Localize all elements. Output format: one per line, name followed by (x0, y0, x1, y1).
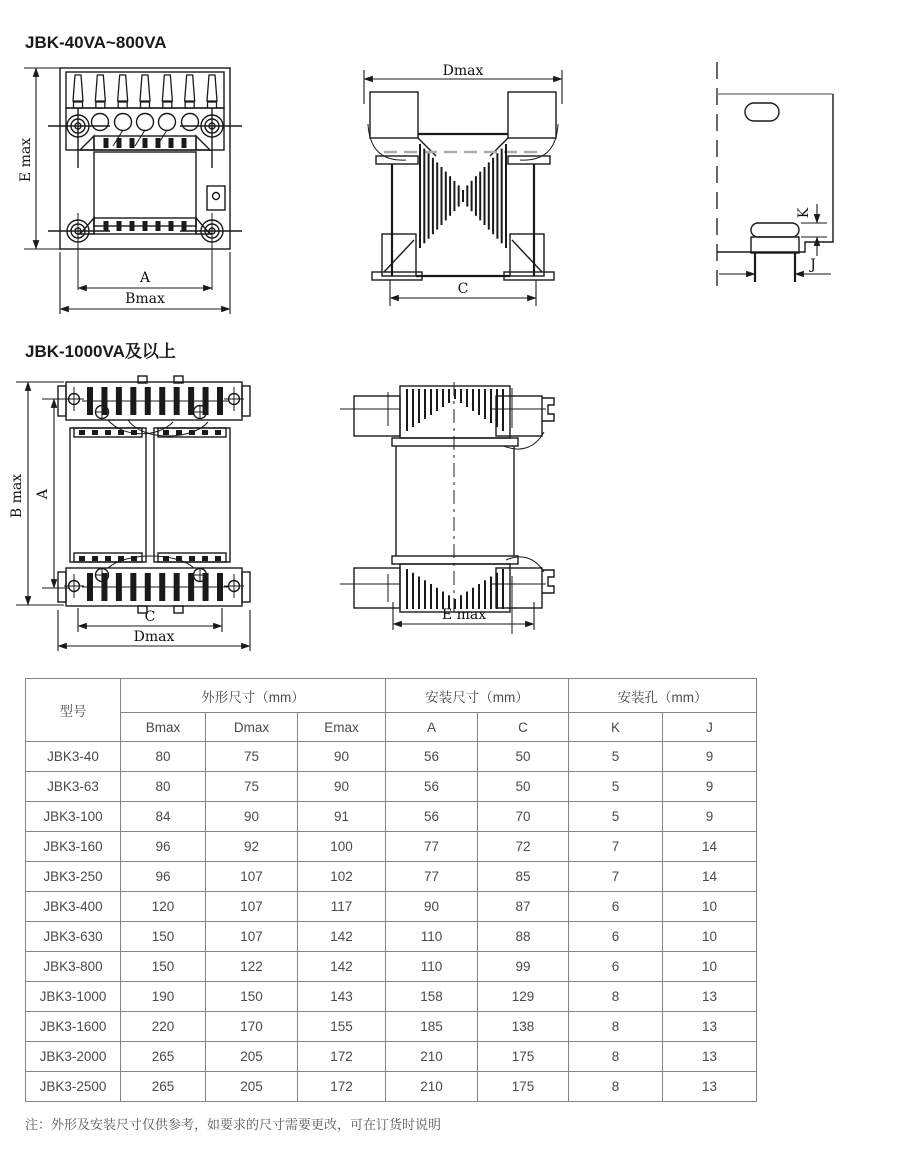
value-cell: 90 (298, 772, 386, 802)
value-cell: 56 (386, 802, 478, 832)
value-cell: 175 (478, 1072, 569, 1102)
col-group-outline-dims: 外形尺寸（mm） (121, 679, 386, 713)
terminal-pins (73, 75, 217, 108)
drawing-small-front-view (18, 60, 246, 315)
coil-winding-hatch-top (407, 389, 503, 431)
value-cell: 9 (663, 772, 757, 802)
col-header-a: A (386, 713, 478, 742)
value-cell: 75 (206, 742, 298, 772)
coil-winding-hatch-bottom (407, 569, 503, 609)
value-cell: 8 (569, 1042, 663, 1072)
value-cell: 7 (569, 862, 663, 892)
value-cell: 96 (121, 862, 206, 892)
col-header-emax: Emax (298, 713, 386, 742)
dim-label-a: A (35, 488, 51, 500)
value-cell: 6 (569, 892, 663, 922)
col-header-model: 型号 (26, 679, 121, 742)
model-cell: JBK3-1600 (26, 1012, 121, 1042)
col-group-mounting-holes: 安装孔（mm） (569, 679, 757, 713)
value-cell: 72 (478, 832, 569, 862)
value-cell: 80 (121, 742, 206, 772)
value-cell: 14 (663, 832, 757, 862)
value-cell: 9 (663, 802, 757, 832)
value-cell: 210 (386, 1072, 478, 1102)
dim-label-a: A (139, 270, 151, 286)
table-row (26, 802, 757, 832)
value-cell: 172 (298, 1072, 386, 1102)
value-cell: 96 (121, 832, 206, 862)
value-cell: 50 (478, 772, 569, 802)
model-cell: JBK3-160 (26, 832, 121, 862)
value-cell: 91 (298, 802, 386, 832)
value-cell: 70 (478, 802, 569, 832)
value-cell: 77 (386, 862, 478, 892)
value-cell: 129 (478, 982, 569, 1012)
value-cell: 10 (663, 892, 757, 922)
col-header-j: J (663, 713, 757, 742)
value-cell: 265 (121, 1042, 206, 1072)
value-cell: 150 (206, 982, 298, 1012)
table-row (26, 892, 757, 922)
value-cell: 92 (206, 832, 298, 862)
value-cell: 150 (121, 952, 206, 982)
value-cell: 8 (569, 1072, 663, 1102)
value-cell: 8 (569, 982, 663, 1012)
dim-label-dmax: Dmax (442, 64, 484, 79)
model-cell: JBK3-100 (26, 802, 121, 832)
value-cell: 220 (121, 1012, 206, 1042)
value-cell: 90 (298, 742, 386, 772)
value-cell: 85 (478, 862, 569, 892)
value-cell: 142 (298, 952, 386, 982)
coil-winding-hatch (420, 144, 506, 248)
value-cell: 142 (298, 922, 386, 952)
value-cell: 107 (206, 862, 298, 892)
col-header-c: C (478, 713, 569, 742)
drawing-large-side-view (338, 376, 573, 641)
table-row (26, 832, 757, 862)
model-cell: JBK3-630 (26, 922, 121, 952)
dim-label-bmax: Bmax (125, 291, 165, 307)
value-cell: 10 (663, 952, 757, 982)
value-cell: 185 (386, 1012, 478, 1042)
value-cell: 88 (478, 922, 569, 952)
value-cell: 102 (298, 862, 386, 892)
value-cell: 9 (663, 742, 757, 772)
dim-label-bmax: B max (9, 473, 25, 519)
value-cell: 265 (121, 1072, 206, 1102)
drawing-small-side-view (356, 64, 571, 312)
value-cell: 143 (298, 982, 386, 1012)
value-cell: 205 (206, 1072, 298, 1102)
dim-label-emax: E max (441, 607, 487, 623)
table-row (26, 1012, 757, 1042)
table-row (26, 982, 757, 1012)
value-cell: 75 (206, 772, 298, 802)
drawing-large-front-view (8, 374, 256, 652)
value-cell: 8 (569, 1012, 663, 1042)
value-cell: 87 (478, 892, 569, 922)
dim-label-dmax: Dmax (133, 629, 175, 645)
table-row (26, 742, 757, 772)
value-cell: 190 (121, 982, 206, 1012)
table-row (26, 772, 757, 802)
dim-label-c: C (144, 609, 156, 625)
spec-table-body (26, 742, 757, 1102)
value-cell: 172 (298, 1042, 386, 1072)
model-cell: JBK3-250 (26, 862, 121, 892)
value-cell: 99 (478, 952, 569, 982)
table-row (26, 1072, 757, 1102)
dim-label-k: K (796, 207, 812, 219)
model-cell: JBK3-800 (26, 952, 121, 982)
col-group-mounting-dims: 安装尺寸（mm） (386, 679, 569, 713)
value-cell: 6 (569, 922, 663, 952)
value-cell: 138 (478, 1012, 569, 1042)
value-cell: 170 (206, 1012, 298, 1042)
model-cell: JBK3-400 (26, 892, 121, 922)
value-cell: 117 (298, 892, 386, 922)
value-cell: 110 (386, 922, 478, 952)
value-cell: 77 (386, 832, 478, 862)
value-cell: 84 (121, 802, 206, 832)
col-header-k: K (569, 713, 663, 742)
spec-table (25, 678, 757, 1102)
value-cell: 122 (206, 952, 298, 982)
value-cell: 5 (569, 772, 663, 802)
value-cell: 5 (569, 742, 663, 772)
value-cell: 56 (386, 742, 478, 772)
value-cell: 100 (298, 832, 386, 862)
col-header-dmax: Dmax (206, 713, 298, 742)
section2-title: JBK-1000VA及以上 (25, 342, 176, 361)
value-cell: 6 (569, 952, 663, 982)
model-cell: JBK3-2000 (26, 1042, 121, 1072)
col-header-bmax: Bmax (121, 713, 206, 742)
value-cell: 90 (386, 892, 478, 922)
model-cell: JBK3-2500 (26, 1072, 121, 1102)
value-cell: 13 (663, 1012, 757, 1042)
model-cell: JBK3-40 (26, 742, 121, 772)
model-cell: JBK3-1000 (26, 982, 121, 1012)
value-cell: 90 (206, 802, 298, 832)
table-row (26, 1042, 757, 1072)
table-row (26, 862, 757, 892)
table-row (26, 922, 757, 952)
value-cell: 158 (386, 982, 478, 1012)
section1-title: JBK-40VA~800VA (25, 33, 167, 52)
dim-label-c: C (457, 281, 469, 297)
value-cell: 56 (386, 772, 478, 802)
table-row (26, 952, 757, 982)
dim-label-j: J (810, 257, 816, 273)
value-cell: 150 (121, 922, 206, 952)
value-cell: 13 (663, 982, 757, 1012)
value-cell: 107 (206, 892, 298, 922)
value-cell: 205 (206, 1042, 298, 1072)
value-cell: 50 (478, 742, 569, 772)
value-cell: 5 (569, 802, 663, 832)
value-cell: 107 (206, 922, 298, 952)
value-cell: 175 (478, 1042, 569, 1072)
footnote: 注：外形及安装尺寸仅供参考，如要求的尺寸需要更改，可在订货时说明 (25, 1117, 442, 1132)
value-cell: 80 (121, 772, 206, 802)
value-cell: 13 (663, 1072, 757, 1102)
value-cell: 14 (663, 862, 757, 892)
dim-label-emax: E max (18, 137, 34, 183)
model-cell: JBK3-63 (26, 772, 121, 802)
value-cell: 120 (121, 892, 206, 922)
drawing-small-profile-view (665, 56, 855, 291)
value-cell: 7 (569, 832, 663, 862)
value-cell: 110 (386, 952, 478, 982)
value-cell: 13 (663, 1042, 757, 1072)
value-cell: 155 (298, 1012, 386, 1042)
value-cell: 10 (663, 922, 757, 952)
value-cell: 210 (386, 1042, 478, 1072)
